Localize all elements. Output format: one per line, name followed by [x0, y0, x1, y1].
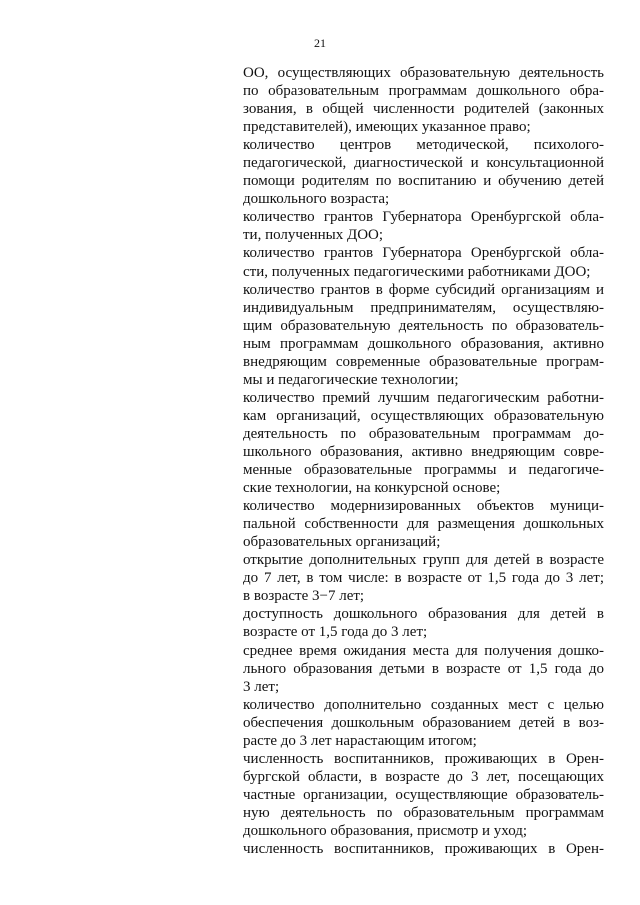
text-line: деятельность по образовательным программам до-: [243, 425, 604, 442]
document-body: [243, 64, 604, 858]
text-line: численность воспитанников, проживающих в Орен-: [243, 750, 604, 767]
page-number: 21: [314, 36, 326, 50]
text-line: помощи родителям по воспитанию и обучению детей: [243, 173, 604, 190]
text-line: количество премий лучшим педагогическим работни-: [243, 389, 604, 406]
text-line: ские технологии, на конкурсной основе;: [243, 480, 501, 497]
text-line: количество дополнительно созданных мест с целью: [243, 696, 604, 713]
text-line: ную деятельность по образовательным программам: [243, 804, 604, 821]
text-line: количество грантов Губернатора Оренбургской обла-: [243, 245, 604, 262]
text-line: сти, полученных педагогическими работниками ДОО;: [243, 263, 591, 280]
text-line: количество центров методической, психолого-: [243, 137, 604, 154]
text-line: щим образовательную деятельность по образователь-: [243, 317, 604, 334]
text-line: численность воспитанников, проживающих в Орен-: [243, 841, 604, 858]
text-line: дошкольного возраста;: [243, 191, 390, 208]
text-line: ным программам дошкольного образования, активно: [243, 335, 604, 352]
text-line: мы и педагогические технологии;: [243, 371, 459, 388]
text-line: количество грантов Губернатора Оренбургской обла-: [243, 209, 604, 226]
text-line: в возрасте 3−7 лет;: [243, 588, 365, 605]
text-line: количество модернизированных объектов муници-: [243, 498, 604, 515]
text-line: открытие дополнительных групп для детей в возрасте: [243, 552, 604, 569]
text-line: обеспечения дошкольным образованием детей в воз-: [243, 714, 604, 731]
text-line: менные образовательные программы и педагогиче-: [243, 462, 604, 479]
text-line: индивидуальным предпринимателям, осуществляю-: [243, 299, 604, 316]
text-line: расте до 3 лет нарастающим итогом;: [243, 732, 477, 749]
text-line: кам организаций, осуществляющих образовательную: [243, 407, 604, 424]
text-line: количество грантов в форме субсидий организациям и: [243, 281, 604, 298]
text-line: педагогической, диагностической и консультационной: [243, 155, 604, 172]
text-line: частные организации, осуществляющие образователь-: [243, 786, 604, 803]
text-line: доступность дошкольного образования для детей в: [243, 606, 604, 623]
text-line: пальной собственности для размещения дошкольных: [243, 516, 604, 533]
text-line: внедряющим современные образовательные програм-: [243, 353, 604, 370]
text-line: представителей), имеющих указанное право;: [243, 119, 531, 136]
text-line: зования, в общей численности родителей (законных: [243, 101, 604, 118]
text-line: до 7 лет, в том числе: в возрасте от 1,5 года до 3 лет;: [243, 570, 604, 587]
text-line: 3 лет;: [243, 678, 280, 695]
text-line: ти, полученных ДОО;: [243, 227, 384, 244]
text-line: возрасте от 1,5 года до 3 лет;: [243, 624, 428, 641]
text-line: льного образования детьми в возрасте от 1,5 года до: [243, 660, 604, 677]
text-line: образовательных организаций;: [243, 534, 441, 551]
text-line: среднее время ожидания места для получения дошко-: [243, 642, 604, 659]
text-line: бургской области, в возрасте до 3 лет, посещающих: [243, 768, 604, 785]
text-line: дошкольного образования, присмотр и уход;: [243, 822, 528, 839]
text-line: школьного образования, активно внедряющим совре-: [243, 443, 604, 460]
text-line: по образовательным программам дошкольного обра-: [243, 83, 604, 100]
text-line: ОО, осуществляющих образовательную деятельность: [243, 65, 604, 81]
